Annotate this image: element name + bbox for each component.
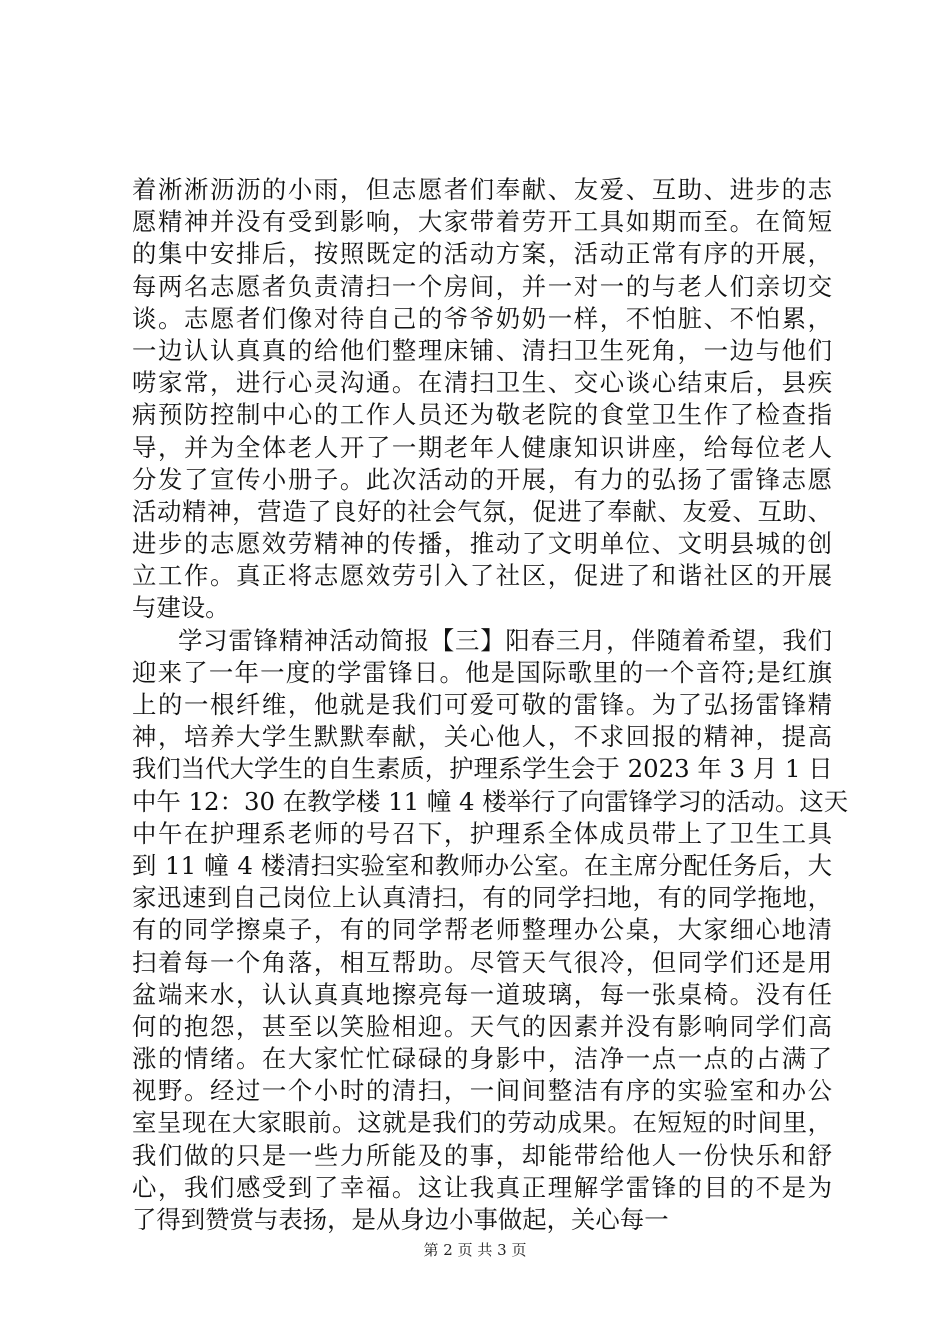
text-line: 着淅淅沥沥的小雨，但志愿者们奉献、友爱、互助、进步的志	[132, 175, 832, 204]
text-line: 中午 12：30 在教学楼 11 幢 4 楼举行了向雷锋学习的活动。这天	[132, 786, 849, 816]
text-line: 立工作。真正将志愿效劳引入了社区，促进了和谐社区的开展	[132, 561, 832, 591]
text-line: 盆端来水，认认真真地擦亮每一道玻璃，每一张桌椅。没有任	[132, 979, 832, 1009]
text-line: 与建设。	[132, 593, 230, 623]
text-line: 何的抱怨，甚至以笑脸相迎。天气的因素并没有影响同学们高	[132, 1011, 832, 1041]
text-line: 我们做的只是一些力所能及的事，却能带给他人一份快乐和舒	[132, 1140, 832, 1170]
text-line: 谈。志愿者们像对待自己的爷爷奶奶一样，不怕脏、不怕累，	[132, 303, 832, 333]
text-line: 家迅速到自己岗位上认真清扫，有的同学扫地，有的同学拖地，	[132, 883, 832, 913]
text-line: 迎来了一年一度的学雷锋日。他是国际歌里的一个音符;是红旗	[132, 657, 832, 687]
text-line: 中午在护理系老师的号召下，护理系全体成员带上了卫生工具	[132, 818, 832, 848]
text-line: 室呈现在大家眼前。这就是我们的劳动成果。在短短的时间里，	[132, 1108, 832, 1138]
text-line: 心，我们感受到了幸福。这让我真正理解学雷锋的目的不是为	[132, 1172, 832, 1202]
text-line: 愿精神并没有受到影响，大家带着劳开工具如期而至。在简短	[132, 207, 832, 237]
body-text	[132, 174, 849, 1236]
page-number-footer: 第 2 页 共 3 页	[423, 1241, 527, 1259]
text-line: 神，培养大学生默默奉献，关心他人，不求回报的精神，提高	[132, 722, 832, 752]
text-line: 一边认认真真的给他们整理床铺、清扫卫生死角，一边与他们	[132, 335, 832, 365]
text-line: 了得到赞赏与表扬，是从身边小事做起，关心每一	[132, 1205, 669, 1234]
text-line: 病预防控制中心的工作人员还为敬老院的食堂卫生作了检查指	[132, 400, 832, 430]
text-line: 到 11 幢 4 楼清扫实验室和教师办公室。在主席分配任务后，大	[132, 850, 832, 880]
text-line: 视野。经过一个小时的清扫，一间间整洁有序的实验室和办公	[132, 1076, 832, 1106]
text-line: 涨的情绪。在大家忙忙碌碌的身影中，洁净一点一点的占满了	[132, 1044, 832, 1074]
text-line: 活动精神，营造了良好的社会气氛，促进了奉献、友爱、互助、	[132, 496, 832, 526]
text-line: 扫着每一个角落，相互帮助。尽管天气很冷，但同学们还是用	[132, 947, 832, 977]
text-line: 的集中安排后，按照既定的活动方案，活动正常有序的开展，	[132, 239, 832, 269]
text-line: 有的同学擦桌子，有的同学帮老师整理办公桌，大家细心地清	[132, 915, 832, 945]
text-line: 分发了宣传小册子。此次活动的开展，有力的弘扬了雷锋志愿	[132, 464, 832, 494]
text-line: 我们当代大学生的自生素质，护理系学生会于 2023 年 3 月 1 日	[132, 754, 833, 784]
text-line: 唠家常，进行心灵沟通。在清扫卫生、交心谈心结束后，县疾	[132, 368, 832, 398]
text-line: 导，并为全体老人开了一期老年人健康知识讲座，给每位老人	[132, 432, 832, 462]
text-line: 上的一根纤维，他就是我们可爱可敬的雷锋。为了弘扬雷锋精	[132, 690, 832, 719]
text-line: 每两名志愿者负责清扫一个房间，并一对一的与老人们亲切交	[132, 271, 832, 301]
paragraph-start-line: 学习雷锋精神活动简报【三】阳春三月，伴随着希望，我们	[178, 625, 832, 655]
text-line: 进步的志愿效劳精神的传播，推动了文明单位、文明县城的创	[132, 529, 832, 559]
